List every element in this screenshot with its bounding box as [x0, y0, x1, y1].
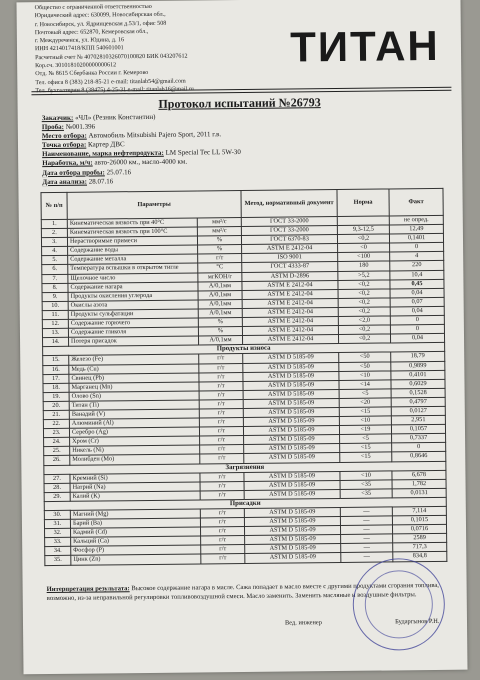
- method: ASTM D 5185-09: [243, 417, 339, 427]
- row-number: 20.: [43, 401, 69, 410]
- unit: мм²/с: [197, 227, 241, 237]
- fact-value: 0,4101: [391, 370, 445, 380]
- fact-value: 0: [390, 325, 444, 335]
- row-number: 4.: [42, 247, 68, 256]
- company-logo: ТИТАН: [289, 21, 440, 71]
- fact-value: 18,79: [391, 352, 445, 362]
- method: ASTM E 2412-04: [242, 335, 338, 345]
- method: ASTM D 5185-09: [243, 389, 339, 399]
- norm-value: <2,0: [338, 316, 390, 326]
- protocol-title: Протокол испытаний №26793: [158, 95, 321, 111]
- norm-value: <10: [340, 471, 392, 481]
- fact-value: 0,0716: [392, 525, 446, 535]
- row-number: 11.: [42, 310, 68, 319]
- unit: г/т: [199, 390, 243, 400]
- parameter-name: Хром (Cr): [70, 436, 200, 446]
- method: ISO 9001: [242, 253, 338, 263]
- conclusion-label: Интерпретация результата:: [46, 585, 130, 594]
- meta-label: Точка отбора:: [41, 140, 87, 150]
- method: ASTM D 5185-09: [244, 453, 340, 463]
- row-number: 32.: [45, 528, 71, 537]
- row-number: 18.: [43, 383, 69, 392]
- signature-name: Бударгынов Р.Н.: [395, 617, 440, 626]
- norm-value: <0,2: [338, 325, 390, 335]
- norm-value: <15: [340, 443, 392, 453]
- norm-value: <20: [339, 398, 391, 408]
- norm-value: <19: [339, 425, 391, 435]
- row-number: 3.: [41, 238, 67, 247]
- parameter-name: Температура вспышки в открытом тигле: [68, 263, 198, 273]
- parameter-name: Натрий (Na): [70, 482, 200, 492]
- fact-value: 0,45: [390, 279, 444, 289]
- unit: %: [198, 327, 242, 337]
- fact-value: 0,1528: [391, 388, 445, 398]
- parameter-name: Содержание гликоля: [68, 327, 198, 337]
- sample-info: [42, 110, 443, 187]
- table-header-row: [41, 188, 443, 219]
- unit: А/0,1мм: [198, 308, 242, 318]
- parameter-name: Окислы азота: [68, 300, 198, 310]
- norm-value: 9,3-12,5: [337, 225, 389, 235]
- fact-value: 0,1401: [389, 234, 443, 244]
- method: ASTM E 2412-04: [242, 307, 338, 317]
- column-header: Норма: [337, 189, 389, 217]
- fact-value: 0,0127: [391, 406, 445, 416]
- header-line: г. Междуреченск, ул. Юдина, д. 16: [34, 37, 125, 45]
- norm-value: >5,2: [338, 271, 390, 281]
- norm-value: <14: [339, 380, 391, 390]
- company-header: [35, 2, 286, 96]
- fact-value: 834,8: [393, 552, 447, 562]
- unit: г/т: [199, 372, 243, 382]
- meta-label: Наименование, марка нефтепродукта:: [42, 149, 164, 159]
- row-number: 28.: [44, 483, 70, 492]
- parameter-name: Молибден (Mo): [70, 454, 200, 464]
- parameter-name: Кинематическая вязкость при 100°С: [67, 227, 197, 237]
- method: ASTM D 5185-09: [244, 526, 340, 536]
- norm-value: 180: [338, 261, 390, 271]
- meta-label: Место отбора:: [41, 131, 87, 141]
- fact-value: 0: [392, 443, 446, 453]
- row-number: 27.: [44, 474, 70, 483]
- parameter-name: Медь (Cu): [69, 363, 199, 373]
- unit: г/т: [199, 427, 243, 437]
- fact-value: 6,678: [392, 470, 446, 480]
- norm-value: <100: [338, 252, 390, 262]
- row-number: 33.: [45, 538, 71, 547]
- row-number: 35.: [45, 556, 71, 565]
- norm-value: <5: [340, 434, 392, 444]
- parameter-name: Олово (Sn): [69, 391, 199, 401]
- meta-label: Проба:: [41, 122, 65, 132]
- parameter-name: Кремний (Si): [70, 473, 200, 483]
- fact-value: 2,951: [391, 415, 445, 425]
- parameter-name: Кадмий (Cd): [71, 527, 201, 537]
- row-number: 22.: [43, 419, 69, 428]
- row-number: 31.: [44, 519, 70, 528]
- method: ASTM D 5185-09: [245, 535, 341, 545]
- unit: г/т: [200, 454, 244, 464]
- norm-value: <0,2: [338, 298, 390, 308]
- meta-label: Дата отбора пробы:: [42, 167, 105, 177]
- row-number: 6.: [42, 265, 68, 274]
- parameter-name: Содержание металла: [68, 254, 198, 264]
- header-line: Кор.сч. 30101810200000000612: [35, 62, 117, 70]
- norm-value: <15: [340, 452, 392, 462]
- parameter-name: Продукты сульфатации: [68, 309, 198, 319]
- norm-value: <35: [340, 489, 392, 499]
- meta-value: LM Special Tec LL 5W-30: [165, 148, 241, 158]
- unit: г/т: [200, 445, 244, 455]
- fact-value: 0,4797: [391, 397, 445, 407]
- parameter-name: Потеря присадок: [69, 336, 199, 346]
- unit: А/0,1мм: [198, 299, 242, 309]
- norm-value: —: [340, 516, 392, 526]
- fact-value: 0,1057: [391, 425, 445, 435]
- unit: г/т: [198, 254, 242, 264]
- norm-value: <5: [339, 389, 391, 399]
- header-line: Отд. № 8615 Сбербанка России г. Кемерово: [35, 70, 149, 78]
- header-line: г. Новосибирск, ул. Ядринцевская д.53/1, офис 508: [34, 20, 167, 28]
- results-table: [40, 188, 447, 566]
- row-number: 30.: [44, 510, 70, 519]
- meta-label: Наработка, м/ч:: [42, 159, 93, 168]
- fact-value: 12,49: [389, 224, 443, 234]
- row-number: 7.: [42, 274, 68, 283]
- method: ASTM D 5185-09: [243, 353, 339, 363]
- fact-value: 220: [390, 261, 444, 271]
- unit: г/т: [200, 490, 244, 500]
- fact-value: 0,1015: [392, 515, 446, 525]
- method: ASTM D 5185-09: [244, 444, 340, 454]
- row-number: 21.: [43, 410, 69, 419]
- unit: А/0,1мм: [198, 336, 242, 346]
- parameter-name: Кинематическая вязкость при 40°С: [67, 218, 197, 228]
- method: ASTM E 2412-04: [242, 326, 338, 336]
- method: ASTM D 5185-09: [244, 435, 340, 445]
- method: ASTM D 5185-09: [244, 471, 340, 481]
- fact-value: 0: [390, 315, 444, 325]
- document-sheet: [16, 0, 467, 674]
- row-number: 24.: [44, 438, 70, 447]
- fact-value: 2589: [393, 534, 447, 544]
- header-line: Тел. офиса 8 (383) 218-85-21 e-mail: titanlab54@gmail.com: [35, 78, 186, 86]
- fact-value: 1,782: [392, 479, 446, 489]
- company-stamp-inner: [364, 570, 433, 639]
- unit: г/т: [201, 554, 245, 564]
- parameter-name: Калий (K): [70, 491, 200, 501]
- method: ASTM E 2412-04: [242, 289, 338, 299]
- unit: °С: [198, 263, 242, 273]
- norm-value: —: [340, 507, 392, 517]
- method: ASTM E 2412-04: [242, 298, 338, 308]
- row-number: 13.: [42, 328, 68, 337]
- column-header: № п/п: [41, 192, 67, 219]
- parameter-name: Алюминий (Al): [69, 418, 199, 428]
- column-header: Метод, нормативный документ: [241, 189, 337, 217]
- parameter-name: Цинк (Zn): [71, 554, 201, 564]
- fact-value: 4: [390, 252, 444, 262]
- fact-value: 0,07: [390, 297, 444, 307]
- row-number: 25.: [44, 447, 70, 456]
- method: ASTM D 5185-09: [244, 517, 340, 527]
- parameter-name: Щелочное число: [68, 273, 198, 283]
- meta-value: №001.396: [65, 122, 96, 131]
- meta-value: 28.07.16: [88, 176, 114, 186]
- parameter-name: Продукты окисления углерода: [68, 291, 198, 301]
- row-number: 16.: [43, 365, 69, 374]
- method: ГОСТ 4333-87: [242, 262, 338, 272]
- fact-value: 0,04: [390, 334, 444, 344]
- row-number: 2.: [41, 228, 67, 237]
- norm-value: <0,2: [337, 234, 389, 244]
- method: ASTM D 5185-09: [245, 544, 341, 554]
- row-number: 23.: [43, 428, 69, 437]
- parameter-name: Никель (Ni): [70, 445, 200, 455]
- unit: г/т: [199, 381, 243, 391]
- parameter-name: Барий (Ba): [70, 518, 200, 528]
- norm-value: <0,2: [338, 280, 390, 290]
- method: ASTM D 5185-09: [243, 371, 339, 381]
- fact-value: 0,04: [390, 306, 444, 316]
- method: ASTM D 5185-09: [243, 407, 339, 417]
- row-number: 29.: [44, 492, 70, 501]
- method: ГОСТ 6370-83: [241, 235, 337, 245]
- norm-value: <0: [338, 243, 390, 253]
- method: ASTM E 2412-04: [242, 317, 338, 327]
- parameter-name: Магний (Mg): [70, 509, 200, 519]
- method: ГОСТ 33-2000: [241, 226, 337, 236]
- unit: г/т: [200, 508, 244, 518]
- row-number: 9.: [42, 292, 68, 301]
- unit: мм²/с: [197, 218, 241, 228]
- unit: г/т: [199, 399, 243, 409]
- norm-value: —: [341, 534, 393, 544]
- row-number: 8.: [42, 283, 68, 292]
- header-line: Почтовый адрес: 652870, Кемеровская обл.,: [34, 28, 149, 37]
- parameter-name: Кальций (Ca): [71, 536, 201, 546]
- fact-value: 717,3: [393, 543, 447, 553]
- method: ASTM D 5185-09: [245, 553, 341, 563]
- header-line: Юридический адрес: 630099, Новосибирская обл.,: [34, 12, 166, 20]
- method: ASTM D 5185-09: [243, 398, 339, 408]
- row-number: 12.: [42, 319, 68, 328]
- fact-value: 0,7337: [392, 434, 446, 444]
- parameter-name: Серебро (Ag): [69, 427, 199, 437]
- norm-value: —: [341, 552, 393, 562]
- method: ASTM D 5185-09: [243, 380, 339, 390]
- unit: %: [198, 245, 242, 255]
- unit: г/т: [201, 536, 245, 546]
- method: ASTM D 5185-09: [243, 426, 339, 436]
- meta-value: авто-26000 км., масло-4000 км.: [94, 158, 188, 168]
- unit: г/т: [200, 527, 244, 537]
- parameter-name: Железо (Fe): [69, 354, 199, 364]
- unit: %: [197, 236, 241, 246]
- unit: г/т: [200, 481, 244, 491]
- unit: мгКОН/г: [198, 272, 242, 282]
- parameter-name: Содержание нагара: [68, 282, 198, 292]
- parameter-name: Нерастворимые примеси: [67, 236, 197, 246]
- row-number: 1.: [41, 219, 67, 228]
- section-title: Загрязнения: [44, 461, 446, 474]
- method: ASTM D 5185-09: [243, 362, 339, 372]
- section-title: Продукты износа: [43, 343, 445, 356]
- norm-value: <50: [339, 352, 391, 362]
- unit: г/т: [200, 518, 244, 528]
- parameter-name: Фосфор (P): [71, 545, 201, 555]
- norm-value: <35: [340, 480, 392, 490]
- header-line: Общество с ограниченной ответственностью: [34, 3, 152, 12]
- norm-value: <0,2: [338, 307, 390, 317]
- conclusion-text: Высокое содержание нагара в масле. Сажа попадает в масло вместе с другими продуктами сгорания топлива, возможно, из-за неправильной регулировки топливовоздушной смеси. Масло заменить. Заменить масляные и воздушные фильтры.: [46, 581, 439, 602]
- fact-value: 10,4: [390, 270, 444, 280]
- norm-value: <15: [339, 407, 391, 417]
- meta-value: 25.07.16: [106, 167, 132, 176]
- meta-label: Заказчик:: [41, 113, 74, 123]
- parameter-name: Ванадий (V): [69, 409, 199, 419]
- column-header: Факт: [389, 188, 443, 216]
- meta-value: «ЧЛ» (Резник Константин): [75, 112, 156, 122]
- row-number: 10.: [42, 301, 68, 310]
- unit: г/т: [200, 472, 244, 482]
- fact-value: 0: [390, 243, 444, 253]
- method: ASTM D-2896: [242, 271, 338, 281]
- fact-value: 0,04: [390, 288, 444, 298]
- method: ГОСТ 33-2000: [241, 216, 337, 226]
- row-number: 15.: [43, 356, 69, 365]
- method: ASTM D 5185-09: [244, 507, 340, 517]
- norm-value: <0,2: [338, 334, 390, 344]
- parameter-name: Содержание горючего: [68, 318, 198, 328]
- header-line: ИНН 4214017418/КПП 540601001: [34, 45, 124, 53]
- fact-value: 0,9899: [391, 361, 445, 371]
- column-header: Параметры: [67, 191, 241, 220]
- row-number: 14.: [43, 338, 69, 347]
- header-line: Тел. бухгалтерии 8 (38475) 4-25-31 e-mail: titanlab16@mail.ru: [35, 86, 194, 95]
- method: ASTM E 2412-04: [242, 280, 338, 290]
- signature-role: Вед. инженер: [284, 619, 322, 627]
- norm-value: <10: [339, 371, 391, 381]
- row-number: 26.: [44, 456, 70, 465]
- method: ASTM E 2412-04: [242, 244, 338, 254]
- unit: %: [198, 318, 242, 328]
- method: ASTM D 5185-09: [244, 489, 340, 499]
- meta-value: Картер ДВС: [87, 140, 125, 149]
- row-number: 17.: [43, 374, 69, 383]
- unit: А/0,1мм: [198, 281, 242, 291]
- row-number: 5.: [42, 256, 68, 265]
- fact-value: 7,114: [392, 506, 446, 516]
- header-line: Расчетный счет № 40702810326070100820 БИК 043207612: [35, 53, 188, 61]
- unit: г/т: [201, 545, 245, 555]
- fact-value: 0,0131: [392, 488, 446, 498]
- unit: г/т: [199, 354, 243, 364]
- norm-value: <10: [339, 416, 391, 426]
- row-number: 19.: [43, 392, 69, 401]
- unit: г/т: [199, 408, 243, 418]
- row-number: 34.: [45, 547, 71, 556]
- unit: г/т: [199, 418, 243, 428]
- meta-label: Дата анализа:: [42, 177, 88, 186]
- norm-value: —: [341, 543, 393, 553]
- unit: г/т: [199, 363, 243, 373]
- parameter-name: Содержание воды: [68, 245, 198, 255]
- section-title: Присадки: [44, 497, 446, 510]
- parameter-name: Марганец (Mn): [69, 382, 199, 392]
- fact-value: 0,6029: [391, 379, 445, 389]
- meta-value: Автомобиль Mitsubishi Pajero Sport, 2011 г.в.: [88, 130, 222, 140]
- norm-value: <50: [339, 361, 391, 371]
- method: ASTM D 5185-09: [244, 480, 340, 490]
- parameter-name: Свинец (Pb): [69, 373, 199, 383]
- fact-value: 0,8646: [392, 452, 446, 462]
- parameter-name: Титан (Ti): [69, 400, 199, 410]
- unit: А/0,1мм: [198, 290, 242, 300]
- norm-value: —: [340, 525, 392, 535]
- norm-value: <0,2: [338, 289, 390, 299]
- unit: г/т: [200, 436, 244, 446]
- fact-value: не опред.: [389, 215, 443, 225]
